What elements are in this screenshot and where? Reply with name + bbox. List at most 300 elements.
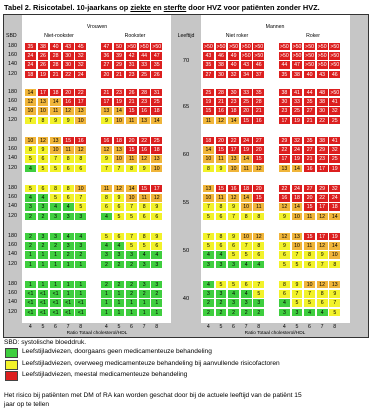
risk-cell: 10 <box>24 106 37 115</box>
risk-cell: 6 <box>138 212 151 221</box>
risk-cell: 32 <box>291 136 304 145</box>
risk-cell: 42 <box>125 51 138 60</box>
risk-cell: 7 <box>291 250 304 259</box>
risk-cell: 8 <box>240 212 253 221</box>
risk-cell: 18 <box>24 70 37 79</box>
cholesterol-tick: 4 <box>282 324 286 330</box>
risk-cell: >50 <box>317 62 327 69</box>
risk-cell: 6 <box>62 193 75 202</box>
risk-cell: 26 <box>150 70 163 79</box>
risk-cell: 4 <box>240 289 253 298</box>
risk-cell: 32 <box>328 145 341 154</box>
risk-cell: 10 <box>24 136 37 145</box>
risk-cell: 6 <box>215 212 228 221</box>
risk-cell: 2 <box>24 212 37 221</box>
risk-cell: 24 <box>240 136 253 145</box>
risk-cell: 15 <box>252 193 265 202</box>
risk-cell: 14 <box>291 202 304 211</box>
risk-cell: 6 <box>62 164 75 173</box>
risk-cell: 9 <box>291 280 304 289</box>
risk-cell: 21 <box>100 88 113 97</box>
risk-cell: 21 <box>125 97 138 106</box>
risk-cell: 3 <box>278 308 291 317</box>
cholesterol-tick: 8 <box>155 324 159 330</box>
risk-cell: 28 <box>215 88 228 97</box>
risk-cell: 43 <box>316 70 329 79</box>
risk-cell: 15 <box>138 184 151 193</box>
risk-cell: 22 <box>138 136 151 145</box>
risk-cell: 1 <box>62 280 75 289</box>
risk-cell: 10 <box>227 164 240 173</box>
risk-cell: 16 <box>252 116 265 125</box>
risk-cell: 3 <box>227 298 240 307</box>
cholesterol-tick: 6 <box>308 324 311 330</box>
risk-cell: 17 <box>316 202 329 211</box>
age-label: 40 <box>182 296 190 302</box>
sbp-label: 180 <box>8 281 17 287</box>
risk-cell: 14 <box>150 116 163 125</box>
risk-cell: 10 <box>240 232 253 241</box>
risk-cell: 8 <box>74 154 87 163</box>
risk-cell: 17 <box>316 164 329 173</box>
risk-cell: 35 <box>150 60 163 69</box>
risk-cell: 4 <box>113 241 126 250</box>
risk-cell: 7 <box>252 280 265 289</box>
risk-cell: 11 <box>138 193 151 202</box>
risk-cell: 34 <box>240 70 253 79</box>
women-smoker-header: Rookster <box>124 33 146 39</box>
legend-swatch <box>5 348 18 358</box>
risk-cell: 1 <box>100 298 113 307</box>
risk-cell: 6 <box>227 241 240 250</box>
risk-cell: 38 <box>316 97 329 106</box>
risk-cell: 8 <box>278 280 291 289</box>
risk-cell: <1 <box>74 298 87 307</box>
risk-cell: 20 <box>100 70 113 79</box>
cholesterol-tick: 7 <box>320 324 324 330</box>
risk-cell: 7 <box>291 289 304 298</box>
risk-cell: 4 <box>37 193 50 202</box>
risk-cell: 29 <box>316 184 329 193</box>
risk-cell: 32 <box>328 184 341 193</box>
sbp-label: 120 <box>8 164 17 171</box>
risk-cell: 7 <box>202 202 215 211</box>
age-header: Leeftijd <box>177 33 195 39</box>
risk-cell: 1 <box>74 260 87 269</box>
risk-cell: 12 <box>316 280 329 289</box>
risk-cell: 13 <box>328 280 341 289</box>
risk-cell: 6 <box>113 232 126 241</box>
risk-cell: 1 <box>24 250 37 259</box>
risk-cell: 14 <box>240 154 253 163</box>
cholesterol-tick: 5 <box>295 324 299 330</box>
risk-cell: 5 <box>291 298 304 307</box>
risk-cell: 14 <box>202 145 215 154</box>
risk-cell: 24 <box>328 193 341 202</box>
risk-cell: 20 <box>303 193 316 202</box>
risk-cell: 19 <box>328 232 341 241</box>
risk-cell: 28 <box>252 97 265 106</box>
risk-table-frame <box>3 14 369 338</box>
risk-cell: 12 <box>215 116 228 125</box>
risk-cell: 19 <box>113 97 126 106</box>
risk-cell: 5 <box>252 289 265 298</box>
risk-cell: 24 <box>24 51 37 60</box>
risk-cell: 7 <box>240 241 253 250</box>
risk-cell: 22 <box>278 145 291 154</box>
risk-cell: 1 <box>37 250 50 259</box>
risk-cell: >50 <box>152 44 162 50</box>
risk-cell: 30 <box>316 106 329 115</box>
risk-cell: 13 <box>138 116 151 125</box>
risk-cell: 5 <box>113 212 126 221</box>
risk-cell: 2 <box>100 260 113 269</box>
risk-cell: 10 <box>303 280 316 289</box>
risk-cell: 15 <box>303 232 316 241</box>
sbp-label: 120 <box>8 212 17 219</box>
risk-cell: 12 <box>113 184 126 193</box>
risk-cell: 14 <box>24 88 37 97</box>
risk-cell: 22 <box>227 136 240 145</box>
risk-cell: 12 <box>74 145 87 154</box>
age-label: 50 <box>182 248 190 254</box>
risk-cell: 17 <box>37 88 50 97</box>
risk-cell: 20 <box>125 136 138 145</box>
risk-cell: 9 <box>215 164 228 173</box>
risk-cell: 9 <box>49 116 62 125</box>
risk-cell: 4 <box>316 308 329 317</box>
risk-cell: >50 <box>317 53 327 60</box>
risk-cell: 4 <box>74 232 87 241</box>
risk-cell: 38 <box>215 60 228 69</box>
risk-cell: 9 <box>100 154 113 163</box>
risk-cell: 2 <box>240 308 253 317</box>
risk-cell: 10 <box>291 241 304 250</box>
risk-cell: 4 <box>24 164 37 173</box>
risk-cell: 20 <box>215 136 228 145</box>
risk-cell: 15 <box>303 202 316 211</box>
risk-cell: 22 <box>278 184 291 193</box>
risk-cell: 17 <box>278 154 291 163</box>
risk-cell: 8 <box>37 116 50 125</box>
risk-cell: 12 <box>150 193 163 202</box>
risk-cell: 15 <box>62 136 75 145</box>
risk-cell: 19 <box>37 70 50 79</box>
risk-cell: >50 <box>241 53 251 60</box>
men-smoker-header: Roker <box>306 33 320 39</box>
risk-cell: 15 <box>215 145 228 154</box>
risk-cell: 13 <box>278 164 291 173</box>
risk-cell: 12 <box>278 202 291 211</box>
risk-cell: 36 <box>100 51 113 60</box>
risk-cell: 2 <box>252 308 265 317</box>
risk-cell: 12 <box>62 106 75 115</box>
risk-cell: >50 <box>330 53 340 60</box>
age-label: 65 <box>182 104 190 110</box>
risk-cell: 16 <box>278 193 291 202</box>
risk-cell: 9 <box>138 164 151 173</box>
risk-cell: 7 <box>113 164 126 173</box>
risk-cell: 7 <box>227 212 240 221</box>
risk-cell: 21 <box>303 154 316 163</box>
risk-cell: 18 <box>202 136 215 145</box>
risk-cell: 9 <box>278 212 291 221</box>
risk-cell: 1 <box>74 289 87 298</box>
risk-cell: 2 <box>113 260 126 269</box>
risk-cell: >50 <box>254 53 264 60</box>
risk-cell: 7 <box>74 193 87 202</box>
risk-cell: 17 <box>150 184 163 193</box>
risk-cell: 13 <box>37 97 50 106</box>
risk-cell: 10 <box>49 145 62 154</box>
risk-cell: 35 <box>278 70 291 79</box>
footnote-line-1: Het risico bij patiënten met DM of RA kan worden geschat door bij de actuele leeftijd van de patiënt 15 <box>4 392 302 399</box>
risk-cell: 1 <box>125 308 138 317</box>
risk-cell: 6 <box>316 298 329 307</box>
risk-cell: 4 <box>138 250 151 259</box>
risk-cell: 3 <box>125 250 138 259</box>
table-title: Tabel 2. Risicotabel. 10-jaarkans op ziekte en sterfte door HVZ voor patiënten zonder HVZ. <box>4 3 320 12</box>
cholesterol-tick: 4 <box>104 324 108 330</box>
risk-cell: 13 <box>100 106 113 115</box>
risk-cell: <1 <box>37 308 50 317</box>
risk-cell: 19 <box>202 97 215 106</box>
risk-cell: 11 <box>252 202 265 211</box>
risk-cell: 8 <box>303 250 316 259</box>
risk-cell: 6 <box>113 202 126 211</box>
risk-cell: 9 <box>37 145 50 154</box>
risk-cell: 7 <box>49 154 62 163</box>
risk-cell: 9 <box>150 202 163 211</box>
risk-cell: 3 <box>49 232 62 241</box>
risk-cell: >50 <box>305 44 314 50</box>
risk-cell: 4 <box>100 241 113 250</box>
women-ratio-label: Ratio Totaal cholesterol/HDL <box>66 331 128 336</box>
risk-cell: 11 <box>100 184 113 193</box>
risk-cell: 1 <box>150 308 163 317</box>
risk-cell: 5 <box>37 164 50 173</box>
legend-label: Leefstijladviezen, doorgaans geen medicamenteuze behandeling <box>22 348 212 355</box>
risk-cell: 27 <box>303 184 316 193</box>
risk-cell: 1 <box>49 260 62 269</box>
risk-cell: 43 <box>240 60 253 69</box>
risk-cell: 23 <box>113 88 126 97</box>
risk-cell: 13 <box>202 184 215 193</box>
risk-cell: 18 <box>113 136 126 145</box>
risk-cell: 9 <box>316 250 329 259</box>
risk-cell: 11 <box>49 106 62 115</box>
risk-cell: 9 <box>278 241 291 250</box>
risk-cell: >50 <box>254 44 264 50</box>
risk-cell: 3 <box>62 241 75 250</box>
risk-cell: 3 <box>37 232 50 241</box>
risk-cell: 13 <box>291 232 304 241</box>
risk-cell: 20 <box>252 145 265 154</box>
risk-cell: 12 <box>252 232 265 241</box>
risk-cell: 44 <box>278 60 291 69</box>
cholesterol-tick: 8 <box>333 324 337 330</box>
right-margin-band <box>350 15 368 323</box>
legend-label: Leefstijladviezen, overweeg medicamenteuze behandeling bij aanvullende risicofactoren <box>22 359 280 367</box>
risk-cell: 3 <box>24 202 37 211</box>
risk-cell: 17 <box>100 97 113 106</box>
cholesterol-tick: 8 <box>257 324 261 330</box>
risk-cell: 11 <box>303 212 316 221</box>
risk-cell: 11 <box>62 145 75 154</box>
risk-cell: 22 <box>62 70 75 79</box>
risk-cell: 41 <box>291 88 304 97</box>
risk-cell: 16 <box>74 136 87 145</box>
risk-cell: 3 <box>74 241 87 250</box>
risk-cell: 2 <box>138 289 151 298</box>
risk-cell: <1 <box>24 289 37 298</box>
risk-cell: 3 <box>227 260 240 269</box>
sbp-label: 160 <box>8 194 17 201</box>
sbp-label: 140 <box>8 299 17 306</box>
risk-cell: 35 <box>303 97 316 106</box>
risk-cell: 3 <box>291 308 304 317</box>
risk-cell: 24 <box>291 184 304 193</box>
risk-cell: 47 <box>150 51 163 60</box>
men-header: Mannen <box>265 24 285 30</box>
risk-cell: 14 <box>240 193 253 202</box>
risk-cell: 10 <box>328 250 341 259</box>
risk-cell: 40 <box>49 42 62 51</box>
risk-cell: 5 <box>278 260 291 269</box>
risk-cell: 23 <box>125 70 138 79</box>
risk-cell: 2 <box>125 260 138 269</box>
risk-cell: 8 <box>24 145 37 154</box>
risk-cell: 1 <box>24 280 37 289</box>
risk-cell: 44 <box>303 88 316 97</box>
risk-cell: 33 <box>240 88 253 97</box>
risk-cell: 32 <box>227 70 240 79</box>
risk-cell: 8 <box>100 193 113 202</box>
cholesterol-tick: 5 <box>41 324 45 330</box>
risk-cell: 35 <box>202 60 215 69</box>
risk-cell: 8 <box>202 164 215 173</box>
risk-cell: 21 <box>303 116 316 125</box>
risk-cell: 1 <box>138 298 151 307</box>
risk-cell: 48 <box>316 88 329 97</box>
risk-cell: 16 <box>100 136 113 145</box>
risk-cell: 4 <box>49 202 62 211</box>
risk-cell: 6 <box>100 202 113 211</box>
risk-cell: 3 <box>62 212 75 221</box>
footnote-line-2: jaar op te tellen <box>4 401 50 408</box>
risk-cell: 15 <box>252 154 265 163</box>
risk-cell: 14 <box>328 212 341 221</box>
age-label: 60 <box>182 152 190 158</box>
risk-cell: 14 <box>291 164 304 173</box>
risk-cell: 29 <box>278 136 291 145</box>
risk-cell: 23 <box>227 97 240 106</box>
risk-cell: 32 <box>74 60 87 69</box>
risk-cell: 7 <box>125 232 138 241</box>
risk-cell: 37 <box>252 70 265 79</box>
risk-cell: 2 <box>62 250 75 259</box>
risk-cell: 10 <box>125 193 138 202</box>
risk-cell: 27 <box>303 106 316 115</box>
risk-cell: 24 <box>74 70 87 79</box>
risk-cell: 28 <box>138 88 151 97</box>
sbp-label: 120 <box>8 70 17 77</box>
risk-cell: 32 <box>74 51 87 60</box>
risk-cell: 1 <box>62 289 75 298</box>
risk-cell: >50 <box>279 44 289 50</box>
risk-cell: 32 <box>328 106 341 115</box>
risk-cell: 5 <box>202 212 215 221</box>
risk-cell: 14 <box>227 116 240 125</box>
risk-cell: 25 <box>202 88 215 97</box>
risk-cell: 18 <box>150 106 163 115</box>
risk-cell: 17 <box>278 116 291 125</box>
risk-cell: 47 <box>100 42 113 51</box>
risk-cell: 3 <box>202 260 215 269</box>
cholesterol-tick: 5 <box>117 324 121 330</box>
risk-cell: 46 <box>328 70 341 79</box>
risk-cell: 2 <box>215 298 228 307</box>
risk-cell: 12 <box>37 136 50 145</box>
risk-cell: 8 <box>328 260 341 269</box>
risk-cell: 27 <box>252 136 265 145</box>
risk-cell: 13 <box>113 145 126 154</box>
risk-cell: >50 <box>203 44 213 50</box>
risk-cell: 8 <box>252 212 265 221</box>
risk-cell: >50 <box>330 62 340 69</box>
risk-cell: 5 <box>328 308 341 317</box>
risk-cell: 16 <box>227 184 240 193</box>
risk-cell: 12 <box>316 212 329 221</box>
risk-cell: >50 <box>305 62 314 69</box>
risk-cell: 5 <box>303 298 316 307</box>
risk-cell: 28 <box>49 60 62 69</box>
men-ratio-label: Ratio Totaal cholesterol/HDL <box>244 331 306 336</box>
risk-cell: 22 <box>74 88 87 97</box>
risk-cell: 2 <box>37 212 50 221</box>
risk-cell: 9 <box>62 116 75 125</box>
risk-cell: >50 <box>279 53 289 60</box>
risk-cell: >50 <box>330 44 340 50</box>
risk-cell: 10 <box>37 106 50 115</box>
risk-cell: 10 <box>202 193 215 202</box>
risk-cell: 12 <box>278 232 291 241</box>
sbp-label: 160 <box>8 242 17 249</box>
risk-cell: 41 <box>328 97 341 106</box>
risk-cell: 23 <box>278 106 291 115</box>
risk-cell: 26 <box>37 51 50 60</box>
risk-cell: 7 <box>24 116 37 125</box>
risk-cell: 4 <box>24 193 37 202</box>
risk-cell: 2 <box>202 298 215 307</box>
risk-cell: 3 <box>215 289 228 298</box>
risk-cell: 10 <box>150 164 163 173</box>
sbp-label: 160 <box>8 146 17 153</box>
risk-cell: 3 <box>138 280 151 289</box>
sbp-label: 120 <box>8 308 17 315</box>
men-nonsmoker-header: Niet roker <box>225 33 249 39</box>
sbp-label: 160 <box>8 98 17 105</box>
risk-cell: 4 <box>227 289 240 298</box>
risk-cell: 19 <box>291 116 304 125</box>
risk-cell: 8 <box>125 164 138 173</box>
sbp-label: 140 <box>8 61 17 68</box>
risk-cell: 5 <box>138 241 151 250</box>
risk-cell: 1 <box>37 280 50 289</box>
cholesterol-tick: 4 <box>28 324 32 330</box>
risk-cell: 5 <box>125 212 138 221</box>
risk-cell: 6 <box>252 250 265 259</box>
